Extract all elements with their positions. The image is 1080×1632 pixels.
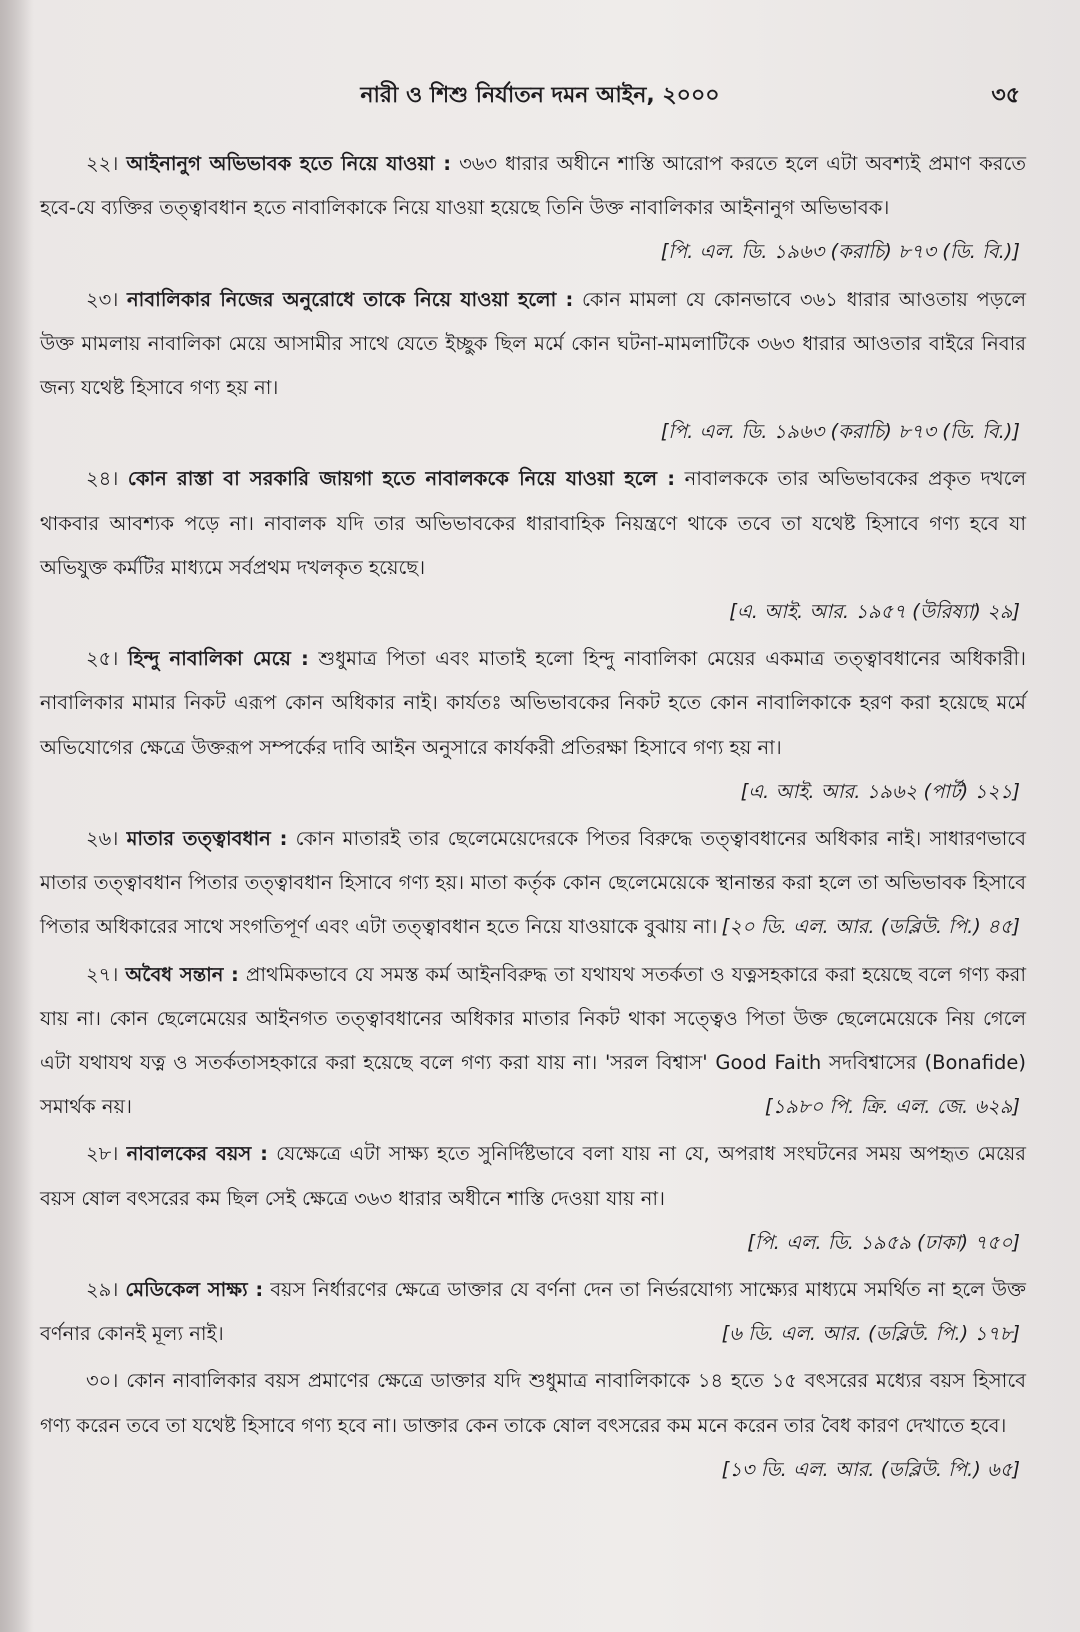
paragraph-27 xyxy=(40,953,1026,1130)
paragraph-23 xyxy=(40,278,1026,455)
body-text xyxy=(40,142,1026,1495)
paragraph-text: শুধুমাত্র পিতা এবং মাতাই হলো হিন্দু নাবালিকা মেয়ের একমাত্র তত্ত্বাবধানের অধিকারী। নাবালিকার মামার নিকট এরূপ কোন অধিকার নাই। কার্যতঃ অভিভাবকের নিকট হতে কোন নাবালিকাকে হরণ করা হয়েছে মর্মে অভিযোগের ক্ষেত্রে উক্তরূপ সম্পর্কের দাবি আইন অনুসারে কার্যকরী প্রতিরক্ষা হিসাবে গণ্য হয় না। xyxy=(40,647,1027,759)
paragraph-text: নাবালককে তার অভিভাবকের প্রকৃত দখলে থাকবার আবশ্যক পড়ে না। নাবালক যদি তার অভিভাবকের ধারাবাহিক নিয়ন্ত্রণে থাকে তবে তা যথেষ্ট হিসাবে গণ্য হবে যা অভিযুক্ত কর্মটির মাধ্যমে সর্বপ্রথম দখলকৃত হয়েছে। xyxy=(40,467,1026,579)
paragraph-number: ৩০। xyxy=(86,1369,119,1393)
citation: [এ. আই. আর. ১৯৫৭ (উরিষ্যা) ২৯] xyxy=(729,600,1020,624)
paragraph-heading: হিন্দু নাবালিকা মেয়ে : xyxy=(127,647,309,671)
paragraph-heading: মাতার তত্ত্বাবধান : xyxy=(126,827,288,851)
paragraph-text: কোন মামলা যে কোনভাবে ৩৬১ ধারার আওতায় পড়লে উক্ত মামলায় নাবালিকা মেয়ে আসামীর সাথে যেতে ইচ্ছুক ছিল মর্মে কোন ঘটনা-মামলাটিকে ৩৬৩ ধারার আওতার বাইরে নিবার জন্য যথেষ্ট হিসাবে গণ্য হয় না। xyxy=(40,287,1027,400)
citation: [এ. আই. আর. ১৯৬২ (পার্ট) ১২১] xyxy=(740,779,1020,803)
citation: [৬ ডি. এল. আর. (ডব্লিউ. পি.) ১৭৮] xyxy=(721,1322,1020,1346)
paragraph-heading: আইনানুগ অভিভাবক হতে নিয়ে যাওয়া : xyxy=(126,152,452,175)
paragraph-number: ২৪। xyxy=(86,467,119,491)
paragraph-text: প্রাথমিকভাবে যে সমস্ত কর্ম আইনবিরুদ্ধ তা যথাযথ সতর্কতা ও যত্নসহকারে করা হয়েছে বলে গণ্য করা যায় না। কোন ছেলেমেয়ের আইনগত তত্ত্বাবধানের অধিকার মাতার নিকট থাকা সত্ত্বেও পিতা উক্ত ছেলেমেয়েকে নিয় গেলে এটা যথাযথ যত্ন ও সতর্কতাসহকারে করা হয়েছে বলে গণ্য করা যায় না। 'সরল বিশ্বাস' Good Faith সদবিশ্বাসের (Bonafide) সমার্থক নয়। xyxy=(40,962,1026,1119)
paragraph-24 xyxy=(40,457,1026,634)
paragraph-heading: মেডিকেল সাক্ষ্য : xyxy=(125,1278,264,1302)
paragraph-heading: নাবালকের বয়স : xyxy=(126,1142,268,1166)
citation: [১৯৮০ পি. ক্রি. এল. জে. ৬২৯] xyxy=(764,1095,1020,1119)
paragraph-29 xyxy=(40,1268,1026,1356)
paragraph-25 xyxy=(40,637,1026,814)
running-title: নারী ও শিশু নির্যাতন দমন আইন, ২০০০ xyxy=(360,83,720,108)
paragraph-26 xyxy=(40,817,1026,950)
paragraph-30 xyxy=(40,1359,1026,1492)
paragraph-heading: অবৈধ সন্তান : xyxy=(125,962,239,986)
citation: [১৩ ডি. এল. আর. (ডব্লিউ. পি.) ৬৫] xyxy=(721,1457,1020,1481)
paragraph-heading: কোন রাস্তা বা সরকারি জায়গা হতে নাবালককে নিয়ে যাওয়া হলে : xyxy=(127,467,676,491)
paragraph-text: যেক্ষেত্রে এটা সাক্ষ্য হতে সুনির্দিষ্টভাবে বলা যায় না যে, অপরাধ সংঘটনের সময় অপহৃত মেয়ের বয়স ষোল বৎসরের কম ছিল সেই ক্ষেত্রে ৩৬৩ ধারার অধীনে শাস্তি দেওয়া যায় না। xyxy=(40,1142,1026,1210)
binding-shadow xyxy=(0,0,34,1632)
citation: [২০ ডি. এল. আর. (ডব্লিউ. পি.) ৪৫] xyxy=(721,915,1020,939)
paragraph-text: কোন নাবালিকার বয়স প্রমাণের ক্ষেত্রে ডাক্তার যদি শুধুমাত্র নাবালিকাকে ১৪ হতে ১৫ বৎসরের মধ্যের বয়স হিসাবে গণ্য করেন তবে তা যথেষ্ট হিসাবে গণ্য হবে না। ডাক্তার কেন তাকে ষোল বৎসরের কম মনে করেন তার বৈধ কারণ দেখাতে হবে। xyxy=(40,1369,1027,1437)
paragraph-number: ২৯। xyxy=(86,1278,119,1302)
paragraph-text: ৩৬৩ ধারার অধীনে শাস্তি আরোপ করতে হলে এটা অবশ্যই প্রমাণ করতে হবে-যে ব্যক্তির তত্ত্বাবধান হতে নাবালিকাকে নিয়ে যাওয়া হয়েছে তিনি উক্ত নাবালিকার আইনানুগ অভিভাবক। xyxy=(40,152,1026,220)
citation: [পি. এল. ডি. ১৯৬৩ (করাচি) ৮৭৩ (ডি. বি.)] xyxy=(660,240,1020,264)
paragraph-number: ২২। xyxy=(86,152,119,175)
page-header xyxy=(0,78,1080,118)
paragraph-22 xyxy=(40,142,1026,275)
page-number: ৩৫ xyxy=(991,83,1020,108)
citation: [পি. এল. ডি. ১৯৫৯ (ঢাকা) ৭৫০] xyxy=(747,1230,1020,1254)
paragraph-number: ২৭। xyxy=(86,962,119,986)
citation: [পি. এল. ডি. ১৯৬৩ (করাচি) ৮৭৩ (ডি. বি.)] xyxy=(660,420,1020,444)
paragraph-text: কোন মাতারই তার ছেলেমেয়েদেরকে পিতর বিরুদ্ধে তত্ত্বাবধানের অধিকার নাই। সাধারণভাবে মাতার তত্ত্বাবধান পিতার তত্ত্বাবধান হিসাবে গণ্য হয়। মাতা কর্তৃক কোন ছেলেমেয়েকে স্থানান্তর করা হলে তা অভিভাবক হিসাবে পিতার অধিকারের সাথে সংগতিপূর্ণ এবং এটা তত্ত্বাবধান হতে নিয়ে যাওয়াকে বুঝায় না। xyxy=(40,827,1026,939)
paragraph-number: ২৮। xyxy=(86,1142,119,1166)
paragraph-28 xyxy=(40,1132,1026,1265)
paragraph-number: ২৫। xyxy=(86,647,119,671)
paragraph-number: ২৬। xyxy=(86,827,119,851)
paragraph-text: বয়স নির্ধারণের ক্ষেত্রে ডাক্তার যে বর্ণনা দেন তা নির্ভরযোগ্য সাক্ষ্যের মাধ্যমে সমর্থিত না হলে উক্ত বর্ণনার কোনই মূল্য নাই। xyxy=(40,1278,1026,1346)
paragraph-heading: নাবালিকার নিজের অনুরোধে তাকে নিয়ে যাওয়া হলো : xyxy=(127,287,574,311)
paragraph-number: ২৩। xyxy=(86,287,119,311)
